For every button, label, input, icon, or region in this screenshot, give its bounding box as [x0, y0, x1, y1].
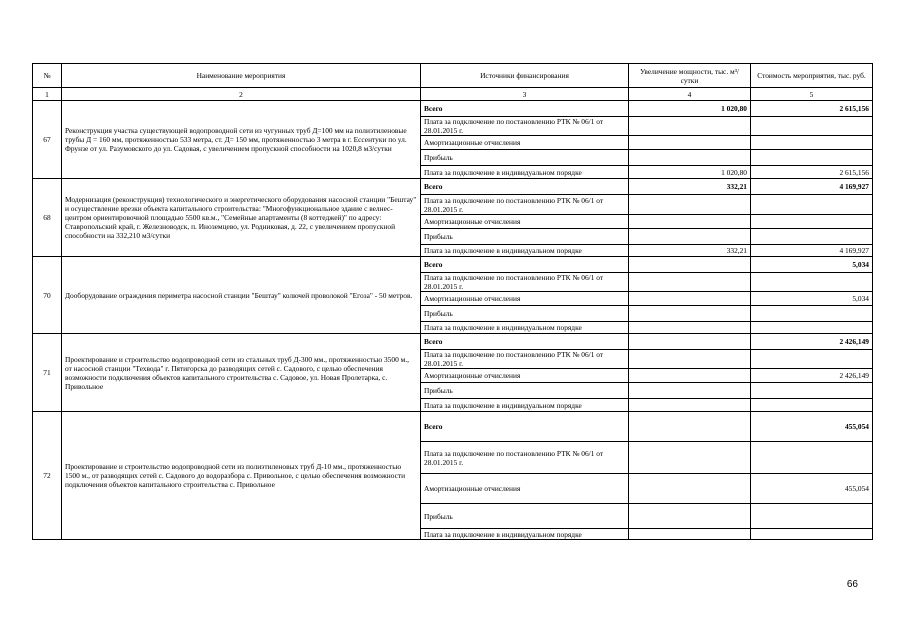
- cost-value: 2 615,156: [751, 166, 873, 179]
- cost-value: [751, 195, 873, 215]
- funding-source-label: Амортизационные отчисления: [421, 215, 629, 229]
- cost-value: 2 615,156: [751, 101, 873, 117]
- capacity-value: [629, 399, 751, 412]
- capacity-value: [629, 442, 751, 474]
- header-funding-sources: Источники финансирования: [421, 64, 629, 88]
- cost-value: 5,034: [751, 257, 873, 273]
- capacity-value: [629, 322, 751, 334]
- capacity-value: [629, 195, 751, 215]
- funding-total-label: Всего: [421, 412, 629, 442]
- capacity-value: 332,21: [629, 245, 751, 257]
- cost-value: 2 426,149: [751, 334, 873, 350]
- cost-value: [751, 306, 873, 322]
- capacity-value: [629, 412, 751, 442]
- capacity-value: [629, 350, 751, 369]
- funding-source-label: Амортизационные отчисления: [421, 369, 629, 383]
- column-index-1: 1: [33, 88, 62, 101]
- investment-program-table: [32, 63, 873, 540]
- capacity-value: [629, 215, 751, 229]
- cost-value: [751, 215, 873, 229]
- cost-value: [751, 273, 873, 292]
- cost-value: 455,054: [751, 474, 873, 504]
- funding-source-label: Плата за подключение по постановлению РТК № 06/1 от 28.01.2015 г.: [421, 273, 629, 292]
- funding-source-label: Прибыль: [421, 383, 629, 399]
- capacity-value: [629, 292, 751, 306]
- funding-source-label: Плата за подключение по постановлению РТК № 06/1 от 28.01.2015 г.: [421, 442, 629, 474]
- cost-value: [751, 383, 873, 399]
- event-name: Модернизация (реконструкция) технологического и энергетического оборудования насосной станции "Бештау" и осуществление врезки объекта капитального строительства: "Многофункциональное здание с велнес-центром ориентировочной площадью 5500 кв.м., "Семейные апартаменты (8 коттеджей)" по адресу: Ставропольский край, г. Железноводск, п. Иноземцево, ул. Родниковая, д. 22, с увеличением пропускной способности на 332,210 м3/сутки: [62, 179, 421, 257]
- column-index-5: 5: [751, 88, 873, 101]
- header-number: №: [33, 64, 62, 88]
- cost-value: [751, 504, 873, 529]
- funding-total-label: Всего: [421, 334, 629, 350]
- cost-value: [751, 117, 873, 136]
- funding-source-label: Прибыль: [421, 306, 629, 322]
- funding-source-label: Плата за подключение по постановлению РТК № 06/1 от 28.01.2015 г.: [421, 117, 629, 136]
- cost-value: [751, 136, 873, 150]
- table-body: [33, 101, 873, 540]
- capacity-value: 1 020,80: [629, 101, 751, 117]
- table-row: [33, 412, 873, 442]
- capacity-value: [629, 334, 751, 350]
- capacity-value: [629, 306, 751, 322]
- funding-source-label: Плата за подключение по постановлению РТК № 06/1 от 28.01.2015 г.: [421, 195, 629, 215]
- capacity-value: [629, 150, 751, 166]
- column-index-3: 3: [421, 88, 629, 101]
- cost-value: [751, 150, 873, 166]
- event-number: 71: [33, 334, 62, 412]
- cost-value: [751, 399, 873, 412]
- event-number: 72: [33, 412, 62, 540]
- table-row: [33, 179, 873, 195]
- capacity-value: [629, 117, 751, 136]
- capacity-value: [629, 273, 751, 292]
- cost-value: [751, 442, 873, 474]
- column-index-2: 2: [62, 88, 421, 101]
- page-number: 66: [846, 579, 858, 590]
- funding-source-label: Прибыль: [421, 150, 629, 166]
- cost-value: [751, 350, 873, 369]
- capacity-value: [629, 136, 751, 150]
- event-number: 67: [33, 101, 62, 179]
- cost-value: [751, 322, 873, 334]
- funding-source-label: Плата за подключение по постановлению РТК № 06/1 от 28.01.2015 г.: [421, 350, 629, 369]
- funding-total-label: Всего: [421, 179, 629, 195]
- event-name: Проектирование и строительство водопроводной сети из стальных труб Д-300 мм., протяженностью 3500 м., от насосной станции "Техвода" г. Пятигорска до разводящих сетей с. Садового, с целью обеспечения возможности подключения объектов капитального строительства с. Садовое, ул. Новая Пролетарка, с. Привольное: [62, 334, 421, 412]
- event-name: Реконструкция участка существующей водопроводной сети из чугунных труб Д=100 мм на полиэтиленовые трубы Д = 160 мм, протяженностью 533 метра, ст. Д= 150 мм, протяженностью 3 метра в г. Ессентуки по ул. Фрунзе от ул. Разумовского до ул. Садовая, с увеличением пропускной способности на 1020,8 м3/сутки: [62, 101, 421, 179]
- funding-source-label: Плата за подключение в индивидуальном порядке: [421, 529, 629, 540]
- funding-total-label: Всего: [421, 257, 629, 273]
- table-row: [33, 257, 873, 273]
- capacity-value: [629, 257, 751, 273]
- cost-value: [751, 529, 873, 540]
- cost-value: 4 169,927: [751, 179, 873, 195]
- header-row: [33, 64, 873, 88]
- capacity-value: 332,21: [629, 179, 751, 195]
- funding-total-label: Всего: [421, 101, 629, 117]
- cost-value: 455,054: [751, 412, 873, 442]
- event-name: Проектирование и строительство водопроводной сети из полиэтиленовых труб Д-10 мм., протяженностью 1500 м., от разводящих сетей с. Садового до водоразбора с. Привольное, с целью обеспечения возможности подключения объектов капитального строительства с. Привольное: [62, 412, 421, 540]
- funding-source-label: Плата за подключение в индивидуальном порядке: [421, 399, 629, 412]
- column-index-row: [33, 88, 873, 101]
- header-capacity-increase: Увеличение мощности, тыс. м³/сутки: [629, 64, 751, 88]
- funding-source-label: Прибыль: [421, 504, 629, 529]
- event-name: Дооборудование ограждения периметра насосной станции "Бештау" колючей проволокой "Егоза" - 50 метров.: [62, 257, 421, 334]
- capacity-value: [629, 504, 751, 529]
- cost-value: 2 426,149: [751, 369, 873, 383]
- funding-source-label: Амортизационные отчисления: [421, 136, 629, 150]
- header-event-name: Наименование мероприятия: [62, 64, 421, 88]
- capacity-value: [629, 229, 751, 245]
- capacity-value: [629, 369, 751, 383]
- capacity-value: [629, 474, 751, 504]
- cost-value: [751, 229, 873, 245]
- funding-source-label: Плата за подключение в индивидуальном порядке: [421, 322, 629, 334]
- funding-source-label: Плата за подключение в индивидуальном порядке: [421, 245, 629, 257]
- event-number: 70: [33, 257, 62, 334]
- cost-value: 5,034: [751, 292, 873, 306]
- event-number: 68: [33, 179, 62, 257]
- funding-source-label: Амортизационные отчисления: [421, 292, 629, 306]
- capacity-value: 1 020,80: [629, 166, 751, 179]
- table-row: [33, 334, 873, 350]
- column-index-4: 4: [629, 88, 751, 101]
- funding-source-label: Прибыль: [421, 229, 629, 245]
- cost-value: 4 169,927: [751, 245, 873, 257]
- capacity-value: [629, 529, 751, 540]
- funding-source-label: Амортизационные отчисления: [421, 474, 629, 504]
- capacity-value: [629, 383, 751, 399]
- table-row: [33, 101, 873, 117]
- header-event-cost: Стоимость мероприятия, тыс. руб.: [751, 64, 873, 88]
- funding-source-label: Плата за подключение в индивидуальном порядке: [421, 166, 629, 179]
